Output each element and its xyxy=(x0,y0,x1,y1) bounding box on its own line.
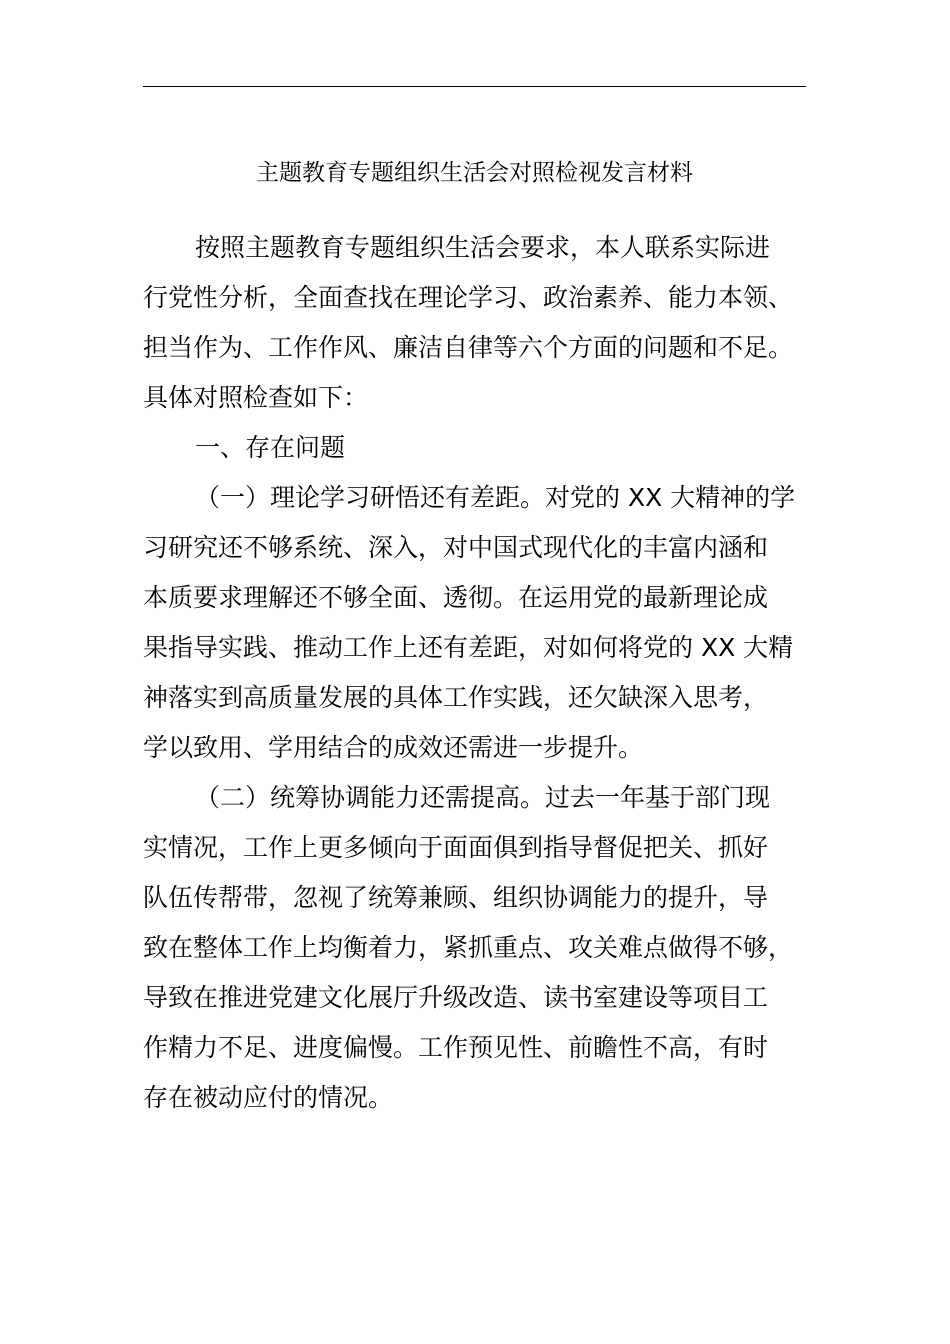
paragraph-line: 行党性分析，全面查找在理论学习、政治素养、能力本领、 xyxy=(143,283,794,312)
paragraph-line: 致在整体工作上均衡着力，紧抓重点、攻关难点做得不够， xyxy=(143,933,794,962)
paragraph-line: （一）理论学习研悟还有差距。对党的 XX 大精神的学 xyxy=(195,483,796,512)
paragraph-line: 按照主题教育专题组织生活会要求，本人联系实际进 xyxy=(195,233,771,262)
document-title: 主题教育专题组织生活会对照检视发言材料 xyxy=(256,160,693,186)
paragraph-line: 实情况，工作上更多倾向于面面俱到指导督促把关、抓好 xyxy=(143,833,769,862)
paragraph-line: 神落实到高质量发展的具体工作实践，还欠缺深入思考， xyxy=(143,683,769,712)
section-heading: 一、存在问题 xyxy=(195,433,346,462)
paragraph-line: 果指导实践、推动工作上还有差距，对如何将党的 XX 大精 xyxy=(143,633,794,662)
paragraph-line: 存在被动应付的情况。 xyxy=(143,1083,394,1112)
paragraph-line: 具体对照检查如下： xyxy=(143,383,369,412)
paragraph-line: 导致在推进党建文化展厅升级改造、读书室建设等项目工 xyxy=(143,983,769,1012)
header-rule xyxy=(143,86,806,87)
document-body xyxy=(143,229,806,1129)
paragraph-line: 习研究还不够系统、深入，对中国式现代化的丰富内涵和 xyxy=(143,533,769,562)
paragraph-line: 作精力不足、进度偏慢。工作预见性、前瞻性不高，有时 xyxy=(143,1033,769,1062)
paragraph-line: 学以致用、学用结合的成效还需进一步提升。 xyxy=(143,733,644,762)
paragraph-line: 队伍传帮带，忽视了统筹兼顾、组织协调能力的提升，导 xyxy=(143,883,769,912)
paragraph-line: （二）统筹协调能力还需提高。过去一年基于部门现 xyxy=(195,783,771,812)
paragraph-line: 本质要求理解还不够全面、透彻。在运用党的最新理论成 xyxy=(143,583,769,612)
paragraph-line: 担当作为、工作作风、廉洁自律等六个方面的问题和不足。 xyxy=(143,333,794,362)
